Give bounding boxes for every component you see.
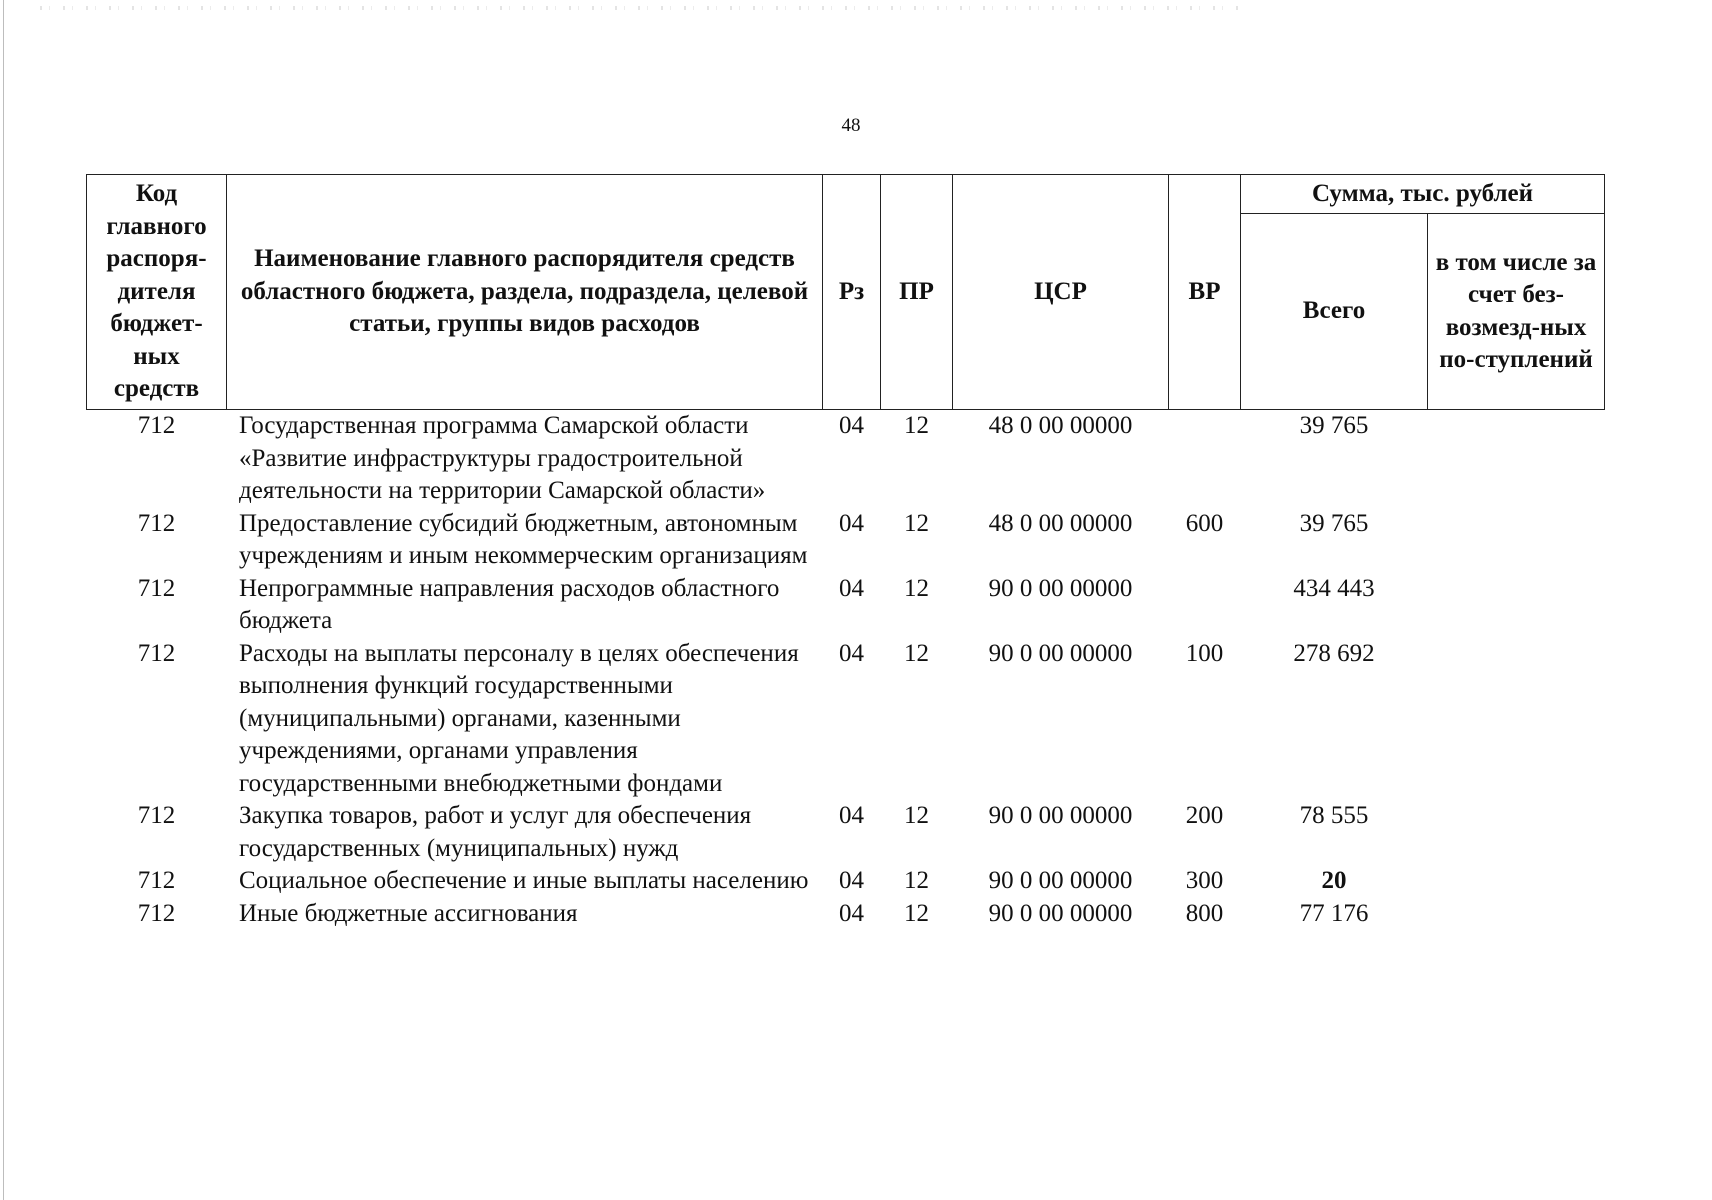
cell-rz: 04 — [839, 899, 864, 927]
cell-rz: 04 — [839, 802, 864, 829]
header-name: Наименование главного распорядителя средств областного бюджета, раздела, подраздела, целевой статьи, группы видов расходов — [227, 175, 823, 410]
cell-pr: 12 — [904, 412, 929, 439]
cell-csr: 90 0 00 00000 — [988, 802, 1133, 829]
cell-vr — [1169, 573, 1241, 638]
header-incl: в том числе за счет без-возмезд-ных по-ступлений — [1428, 214, 1605, 410]
page-number: 48 — [841, 115, 861, 136]
header-csr: ЦСР — [953, 175, 1169, 410]
cell-name: Иные бюджетные ассигнования — [239, 899, 578, 927]
cell-name: Расходы на выплаты персоналу в целях обеспечения выполнения функций государственными (муниципальными) органами, казенными учреждениями, органами управления государственными внебюджетными фондами — [239, 639, 799, 797]
cell-csr: 90 0 00 00000 — [988, 899, 1133, 927]
cell-total: 434 443 — [1293, 574, 1375, 602]
cell-pr: 12 — [904, 574, 929, 602]
header-row — [87, 175, 1605, 214]
cell-pr: 12 — [904, 899, 929, 927]
table-body — [87, 410, 1605, 931]
cell-total: 77 176 — [1299, 899, 1369, 927]
table-row — [87, 865, 1605, 898]
table-row — [87, 573, 1605, 638]
table-row — [87, 638, 1605, 801]
scan-noise — [40, 6, 1240, 10]
header-vr: ВР — [1169, 175, 1241, 410]
cell-name: Закупка товаров, работ и услуг для обеспечения государственных (муниципальных) нужд — [239, 802, 752, 862]
cell-csr: 90 0 00 00000 — [988, 639, 1133, 667]
cell-pr: 12 — [904, 867, 929, 894]
cell-incl — [1428, 898, 1605, 931]
cell-total: 278 692 — [1293, 639, 1375, 667]
cell-vr: 800 — [1185, 899, 1224, 927]
cell-rz: 04 — [839, 867, 864, 894]
cell-total: 78 555 — [1299, 802, 1369, 829]
cell-name: Социальное обеспечение и иные выплаты населению — [239, 867, 809, 894]
cell-vr: 600 — [1185, 509, 1224, 537]
cell-csr: 48 0 00 00000 — [988, 412, 1133, 439]
cell-csr: 90 0 00 00000 — [988, 867, 1133, 894]
budget-table — [86, 174, 1605, 930]
cell-name: Предоставление субсидий бюджетным, автономным учреждениям и иным некоммерческим организациям — [239, 509, 808, 569]
cell-rz: 04 — [839, 574, 864, 602]
cell-incl — [1428, 865, 1605, 898]
header-sum-group: Сумма, тыс. рублей — [1241, 175, 1605, 214]
cell-total: 39 765 — [1299, 412, 1369, 439]
cell-name: Государственная программа Самарской области «Развитие инфраструктуры градостроительной деятельности на территории Самарской области» — [239, 412, 766, 504]
cell-incl — [1428, 638, 1605, 801]
cell-pr: 12 — [904, 639, 929, 667]
cell-total: 39 765 — [1299, 509, 1369, 537]
cell-code: 712 — [137, 412, 176, 439]
header-pr: ПР — [881, 175, 953, 410]
cell-pr: 12 — [904, 509, 929, 537]
cell-vr: 100 — [1185, 639, 1224, 667]
cell-rz: 04 — [839, 509, 864, 537]
cell-vr — [1169, 410, 1241, 508]
cell-name: Непрограммные направления расходов областного бюджета — [239, 574, 780, 634]
cell-rz: 04 — [839, 639, 864, 667]
cell-vr: 300 — [1185, 867, 1224, 894]
table-row — [87, 508, 1605, 573]
cell-incl — [1428, 573, 1605, 638]
cell-vr: 200 — [1185, 802, 1224, 829]
cell-pr: 12 — [904, 802, 929, 829]
cell-code: 712 — [137, 639, 176, 667]
cell-total: 20 — [1321, 867, 1347, 894]
cell-csr: 90 0 00 00000 — [988, 574, 1133, 602]
table-row — [87, 800, 1605, 865]
table-row — [87, 410, 1605, 508]
cell-incl — [1428, 800, 1605, 865]
cell-incl — [1428, 410, 1605, 508]
cell-code: 712 — [137, 509, 176, 537]
cell-incl — [1428, 508, 1605, 573]
table-row — [87, 898, 1605, 931]
cell-code: 712 — [137, 867, 176, 894]
header-code: Код главного распоря-дителя бюджет-ных средств — [87, 175, 227, 410]
cell-rz: 04 — [839, 412, 864, 439]
cell-code: 712 — [137, 574, 176, 602]
cell-code: 712 — [137, 899, 176, 927]
scan-edge — [3, 0, 4, 1200]
cell-code: 712 — [137, 802, 176, 829]
cell-csr: 48 0 00 00000 — [988, 509, 1133, 537]
header-total: Всего — [1241, 214, 1428, 410]
header-rz: Рз — [823, 175, 881, 410]
